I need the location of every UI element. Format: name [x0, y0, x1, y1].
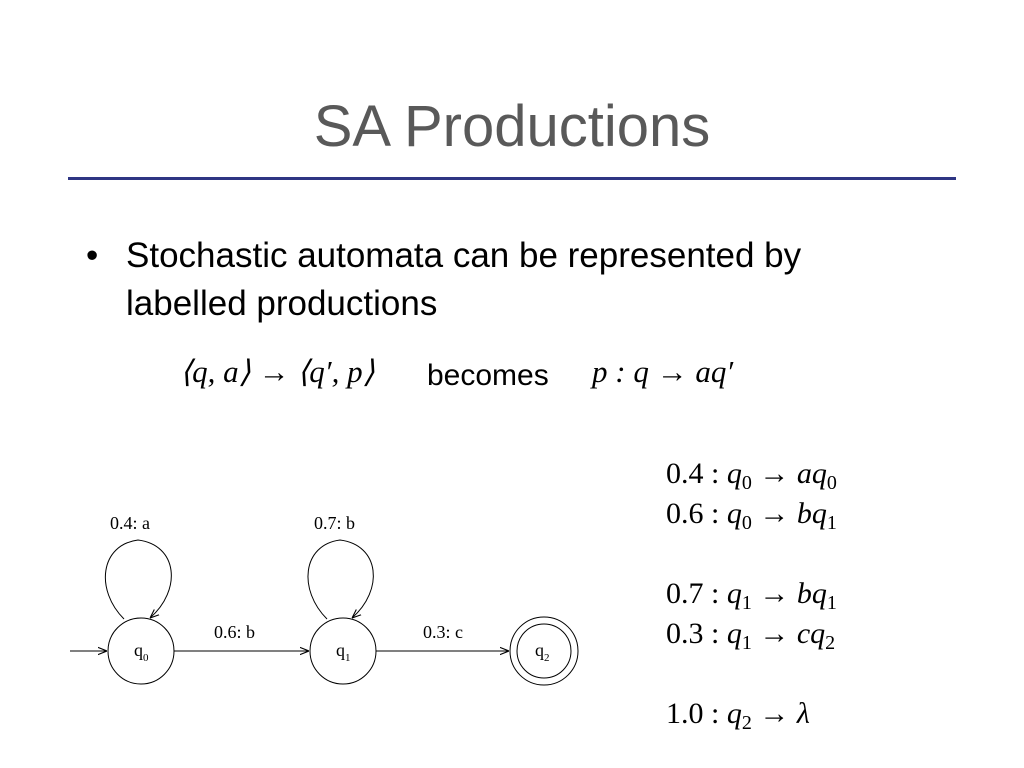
- edge-q1-loop: [308, 540, 373, 619]
- production-row: 1.0 : $q_2 \to \lambda$: [666, 697, 810, 734]
- becomes-label: becomes: [427, 359, 549, 392]
- formula-rhs: ⟨q′, p⟩: [297, 354, 375, 389]
- formula-lhs: ⟨q, a⟩: [180, 354, 251, 389]
- production-rest: : q → aq′: [615, 354, 734, 389]
- bullet-marker: •: [86, 236, 99, 275]
- production-row: 0.3 : $q_1 \to cq_2$: [666, 617, 836, 654]
- formula-arrow: →: [258, 354, 290, 389]
- production-prob: p: [592, 354, 608, 389]
- production-row: 0.6 : $q_0 \to bq_1$: [666, 497, 837, 534]
- production-row: 0.7 : $q_1 \to bq_1$: [666, 577, 837, 614]
- edge-q1-q2-label: 0.3: c: [423, 622, 463, 642]
- edge-q0-loop: [105, 540, 171, 619]
- edge-q0-loop-label: 0.4: a: [110, 513, 150, 533]
- state-q2-node: [510, 617, 578, 685]
- state-q1-label: $q_1$: [336, 640, 351, 664]
- bullet-text: Stochastic automata can be represented by labelled productions: [126, 236, 802, 323]
- edge-q0-q1-label: 0.6: b: [214, 622, 256, 642]
- edge-q1-loop-label: 0.7: b: [314, 513, 356, 533]
- state-q0-label: $q_0$: [134, 640, 149, 664]
- slide-title: SA Productions: [313, 94, 711, 159]
- production-row: 0.4 : $q_0 \to aq_0$: [666, 457, 837, 494]
- state-q2-label: $q_2$: [535, 640, 550, 664]
